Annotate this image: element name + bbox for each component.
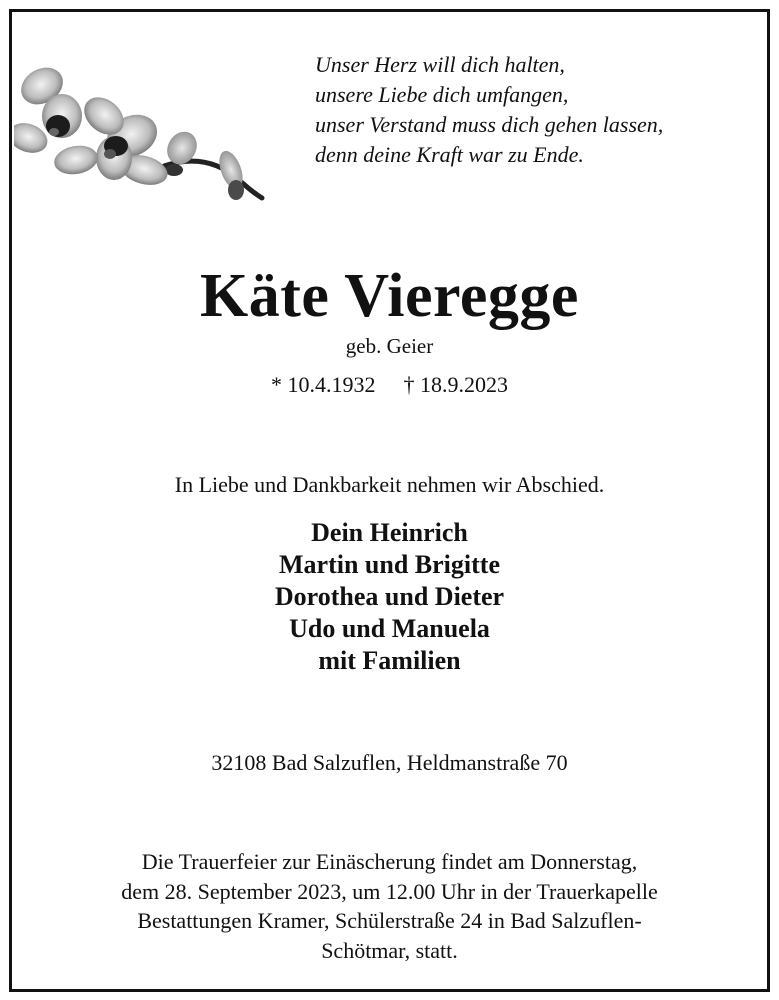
ceremony-line: Schötmar, statt. <box>321 937 458 963</box>
life-dates <box>12 372 767 398</box>
mourner: Udo und Manuela <box>289 614 490 643</box>
ceremony-line: Die Trauerfeier zur Einäscherung findet am Donnerstag, <box>141 849 638 874</box>
address: 32108 Bad Salzuflen, Heldmanstraße 70 <box>211 750 568 775</box>
deceased-name: Käte Vieregge <box>200 262 579 330</box>
obituary-frame <box>9 9 770 992</box>
ceremony-line: dem 28. September 2023, um 12.00 Uhr in der Trauerkapelle <box>121 878 658 904</box>
mourner: mit Familien <box>318 646 461 675</box>
poem-line: unser Verstand muss dich gehen lassen, <box>315 112 664 137</box>
ceremony-notice <box>12 847 767 965</box>
birth-date: * 10.4.1932 <box>271 372 376 397</box>
mourner: Martin und Brigitte <box>279 550 500 579</box>
mourners-list <box>12 517 767 677</box>
mourner: Dein Heinrich <box>311 518 468 547</box>
poem-line: unsere Liebe dich umfangen, <box>315 82 569 107</box>
mourner: Dorothea und Dieter <box>274 582 505 611</box>
orchid-branch-image <box>14 58 269 208</box>
death-date: † 18.9.2023 <box>403 372 508 397</box>
poem <box>315 50 765 170</box>
poem-line: Unser Herz will dich halten, <box>315 52 565 77</box>
maiden-name: geb. Geier <box>345 334 434 358</box>
poem-line: denn deine Kraft war zu Ende. <box>315 142 584 167</box>
farewell-text: In Liebe und Dankbarkeit nehmen wir Abschied. <box>174 472 605 497</box>
ceremony-line: Bestattungen Kramer, Schülerstraße 24 in Bad Salzuflen- <box>137 908 642 933</box>
